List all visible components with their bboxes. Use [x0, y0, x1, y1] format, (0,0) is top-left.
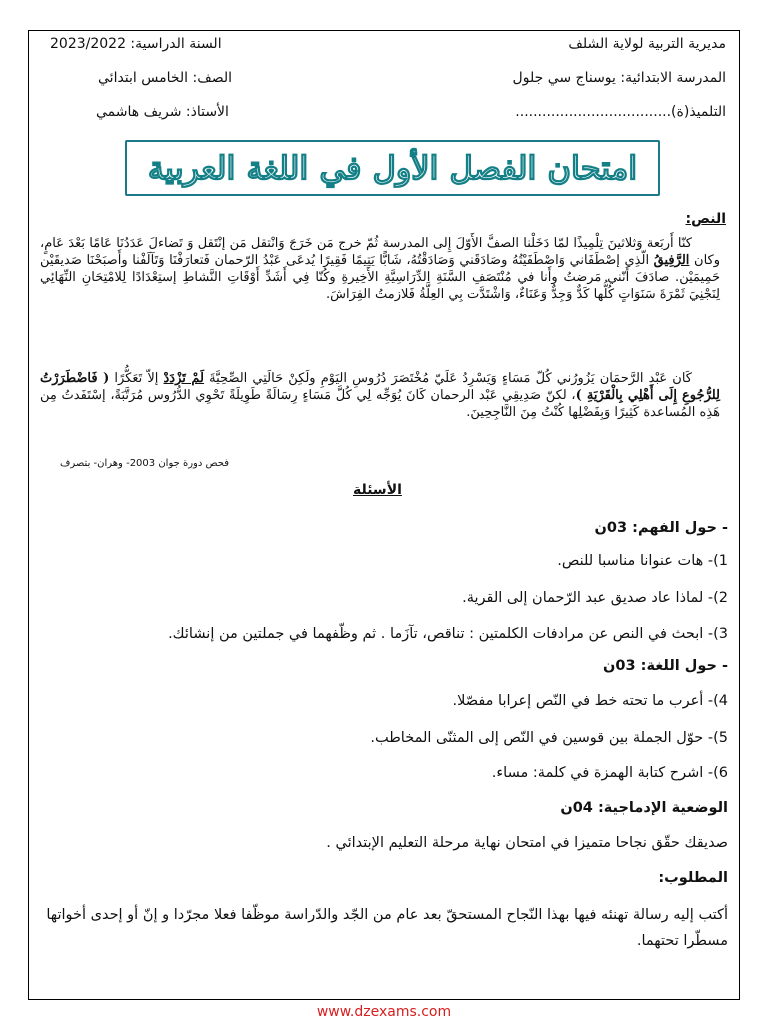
- question-2: 2)- لماذا عاد صديق عبد الرّحمان إلى القرية.: [462, 590, 728, 606]
- text-paragraph-1: [40, 235, 720, 303]
- language-label: - حول اللغة: 03ن: [603, 658, 728, 674]
- underlined-verb: لَمْ تَزْدَدْ: [163, 371, 205, 386]
- directorate-label: مديرية التربية لولاية الشلف: [568, 36, 726, 52]
- situation-text: صديقك حقّق نجاحا متميزا في امتحان نهاية مرحلة التعليم الإبتدائي .: [326, 835, 728, 851]
- teacher-label: الأستاذ: شريف هاشمي: [96, 104, 229, 120]
- comprehension-label: - حول الفهم: 03ن: [594, 520, 728, 536]
- text-paragraph-2: [40, 370, 720, 421]
- footer-link[interactable]: www.dzexams.com: [316, 1004, 452, 1020]
- p2-part-b: إلاّ تَعَكُّرًا: [109, 371, 164, 386]
- question-4: 4)- أعرب ما تحته خط في النّص إعرابا مفصّلا.: [452, 693, 728, 709]
- underlined-word: الرَّفِيقُ: [653, 253, 690, 268]
- question-3: 3)- ابحث في النص عن مرادفات الكلمتين : تناقص، تآزَما . ثم وظّفهما في جملتين من إنشائك.: [168, 626, 728, 642]
- exam-title: امتحان الفصل الأول في اللغة العربية: [147, 149, 638, 187]
- task-text: أكتب إليه رسالة تهنئه فيها بهذا النّجاح المستحقّ بعد عام من الجّد والدّراسة موظّفا فعلا مجرّدا و إنّ أو إحدى أخواتها مسطّرا تحتهما.: [46, 907, 728, 949]
- question-1: 1)- هات عنوانا مناسبا للنص.: [557, 553, 728, 569]
- question-6: 6)- اشرح كتابة الهمزة في كلمة: مساء.: [491, 765, 728, 781]
- student-name-field[interactable]: التلميذ(ة)...................................: [515, 104, 726, 120]
- grade-label: الصف: الخامس ابتدائي: [98, 70, 233, 86]
- school-label: المدرسة الابتدائية: يوسناج سي جلول: [512, 70, 726, 86]
- p2-part-c: ، لكنّ صَدِيقِي عَبْد الرحمان كَانَ يُوَجِّه لِي كُلَّ مَسَاءٍ رِسَالَةً طَوِيلَةً تَحْوِي الدُّرُوس مُرَتَّبَةً، إسْتَفَدتُ مِن هَذِه المُساعدة كَثِيرًا وَبِفَضْلِها كُنْتُ مِنَ النَّاجِحِينَ.: [40, 388, 720, 420]
- p1-part-a: كنّا أَربَعة وَثلاثينَ تِلْمِيذًا لمّا دَخَلْنا الصفَّ الأَوّلَ إِلى المدرسة ثُمّ خرج مَن خَرَجَ وَانْتقل مَن إنْتَقل وَ تَضاءلَ عَدَدُنَا عَامًا بَعْدَ عَامٍ، وكان: [40, 236, 720, 268]
- school-year-label: السنة الدراسية: 2023/2022: [50, 36, 222, 52]
- question-5: 5)- حوّل الجملة بين قوسين في النّص إلى المثنّى المخاطب.: [370, 730, 728, 746]
- text-section-label: النص:: [685, 211, 726, 227]
- p2-part-a: كَان عَبْد الرَّحمَان يَزُورُني كُلّ مَسَاءٍ وَيَسْرِدُ عَلَيّ مُخْتَصَرَ دُرُوسِ اليَوْمِ ولَكِنْ حَالَتِي الصِّحِيَّةَ: [204, 371, 692, 386]
- questions-title: الأسئلة: [353, 482, 402, 498]
- p1-part-b: الّذِي إصْطَفَاني وَاصْطَفَيْتُهُ وصَادَقَني وَصَادَقْتُهُ، شَابًّا يَتِيمًا فَقِيرًا يُدعَى عَبْدُ الرّحمان فَتعارَفْنَا وَتَآلَفْنا وأَصبَحْنَا صَديقَيْن حَمِيمَيْن. صادَفَ أَنّني مَرضتُ وأَنا في مُنْتَصَفِ السَّنَةِ الدِّرَاسِيَّةِ الأَخِيرةِ وكُنّا فِي أَشَدِّ أَوْقَاتِ النَّشاطِ إستِعْدَادًا لِلامْتِحَانِ النِّهَائِي لِنَجْنِيَ ثَمْرَةَ سَنَوَاتٍ كُلُّها كَدٌّ وَجِدٌّ وَعَنَاءٌ، وَاشْتَدَّت بِي العِلَّةُ فَلازمتُ الفِرَاشَ.: [40, 253, 720, 302]
- integration-label: الوضعية الإدماجية: 04ن: [560, 800, 728, 816]
- quoted-sentence: ( فَاضْطَرَرْتُ لِلرُّجُوعِ إِلَى أَهْلِي بِالْقَرْيَةِ ): [40, 371, 721, 403]
- required-label: المطلوب:: [658, 870, 728, 886]
- exam-title-box: [125, 140, 660, 196]
- source-note: فحص دورة جوان 2003- وهران- بتصرف: [60, 458, 229, 469]
